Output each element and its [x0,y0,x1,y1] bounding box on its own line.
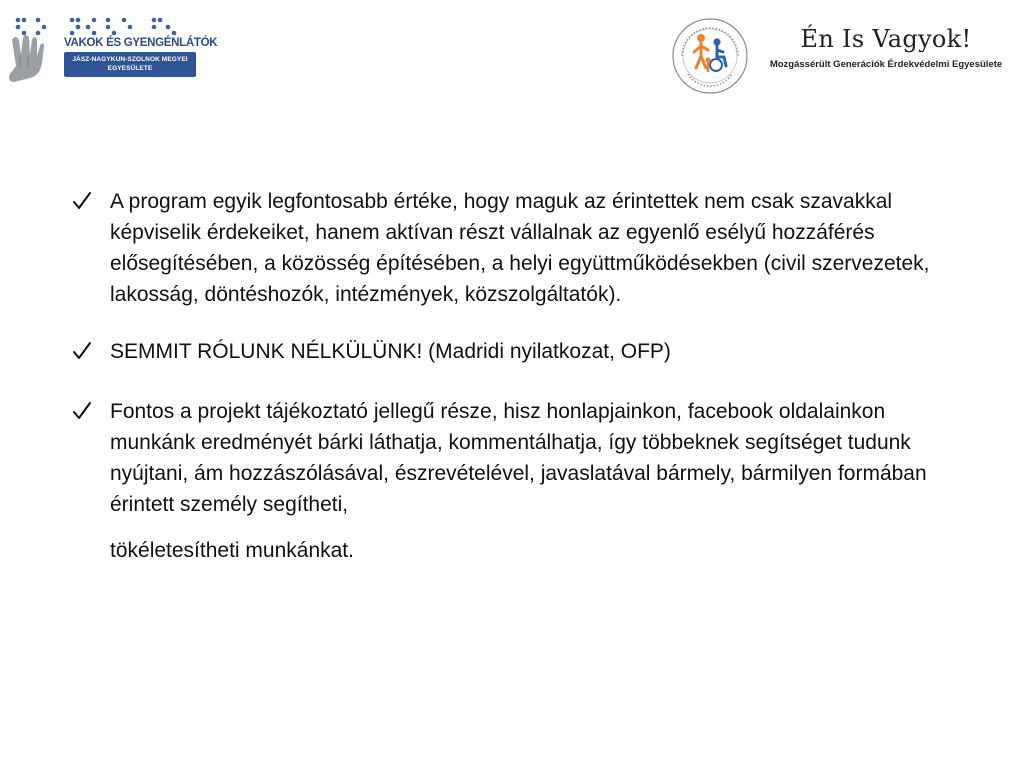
org-name: VAKOK ÉS GYENGÉNLÁTÓK [64,37,218,49]
accessibility-people-icon [670,16,750,96]
bullet-item [72,186,972,310]
checkmark-icon [72,340,92,362]
checkmark-icon [72,190,92,212]
org-banner [64,36,218,94]
bullet-text: Fontos a projekt tájékoztató jellegű része, hisz honlapjainkon, facebook oldalainkon munkánk eredményét bárki láthatja, kommentálhatja, így többeknek segítséget tudunk nyújtani, ám hozzászólásával, észrevételével, javaslatával bármely, bármilyen formában érintett személy segítheti, [110,400,927,516]
bullet-text: SEMMIT RÓLUNK NÉLKÜLÜNK! (Madridi nyilatkozat, OFP) [110,340,671,363]
org-subtitle [64,52,196,77]
bullet-text-continuation: tökéletesítheti munkánkat. [110,539,354,562]
bullet-list [72,186,972,592]
vakok-logo [6,12,218,88]
brand-title: Én Is Vagyok! [800,25,972,53]
brand-subtitle: Mozgássérült Generációk Érdekvédelmi Egyesülete [769,59,1003,70]
bullet-item [72,336,972,367]
brand-block [758,24,1014,72]
checkmark-icon [72,400,92,422]
org-subtitle-line-1: JÁSZ-NAGYKUN-SZOLNOK MEGYEI [72,56,188,63]
hand-icon [6,32,68,84]
bullet-item [72,396,972,566]
org-subtitle-line-2: EGYESÜLETE [107,65,153,72]
bullet-text: A program egyik legfontosabb értéke, hogy maguk az érintettek nem csak szavakkal képviselik érdekeiket, hanem aktívan részt vállalnak az egyenlő esélyű hozzáférés elősegítésében, a közösség építésében, a helyi együttműködésekben (civil szervezetek, lakosság, döntéshozók, intézmények, közszolgáltatók). [110,190,930,306]
